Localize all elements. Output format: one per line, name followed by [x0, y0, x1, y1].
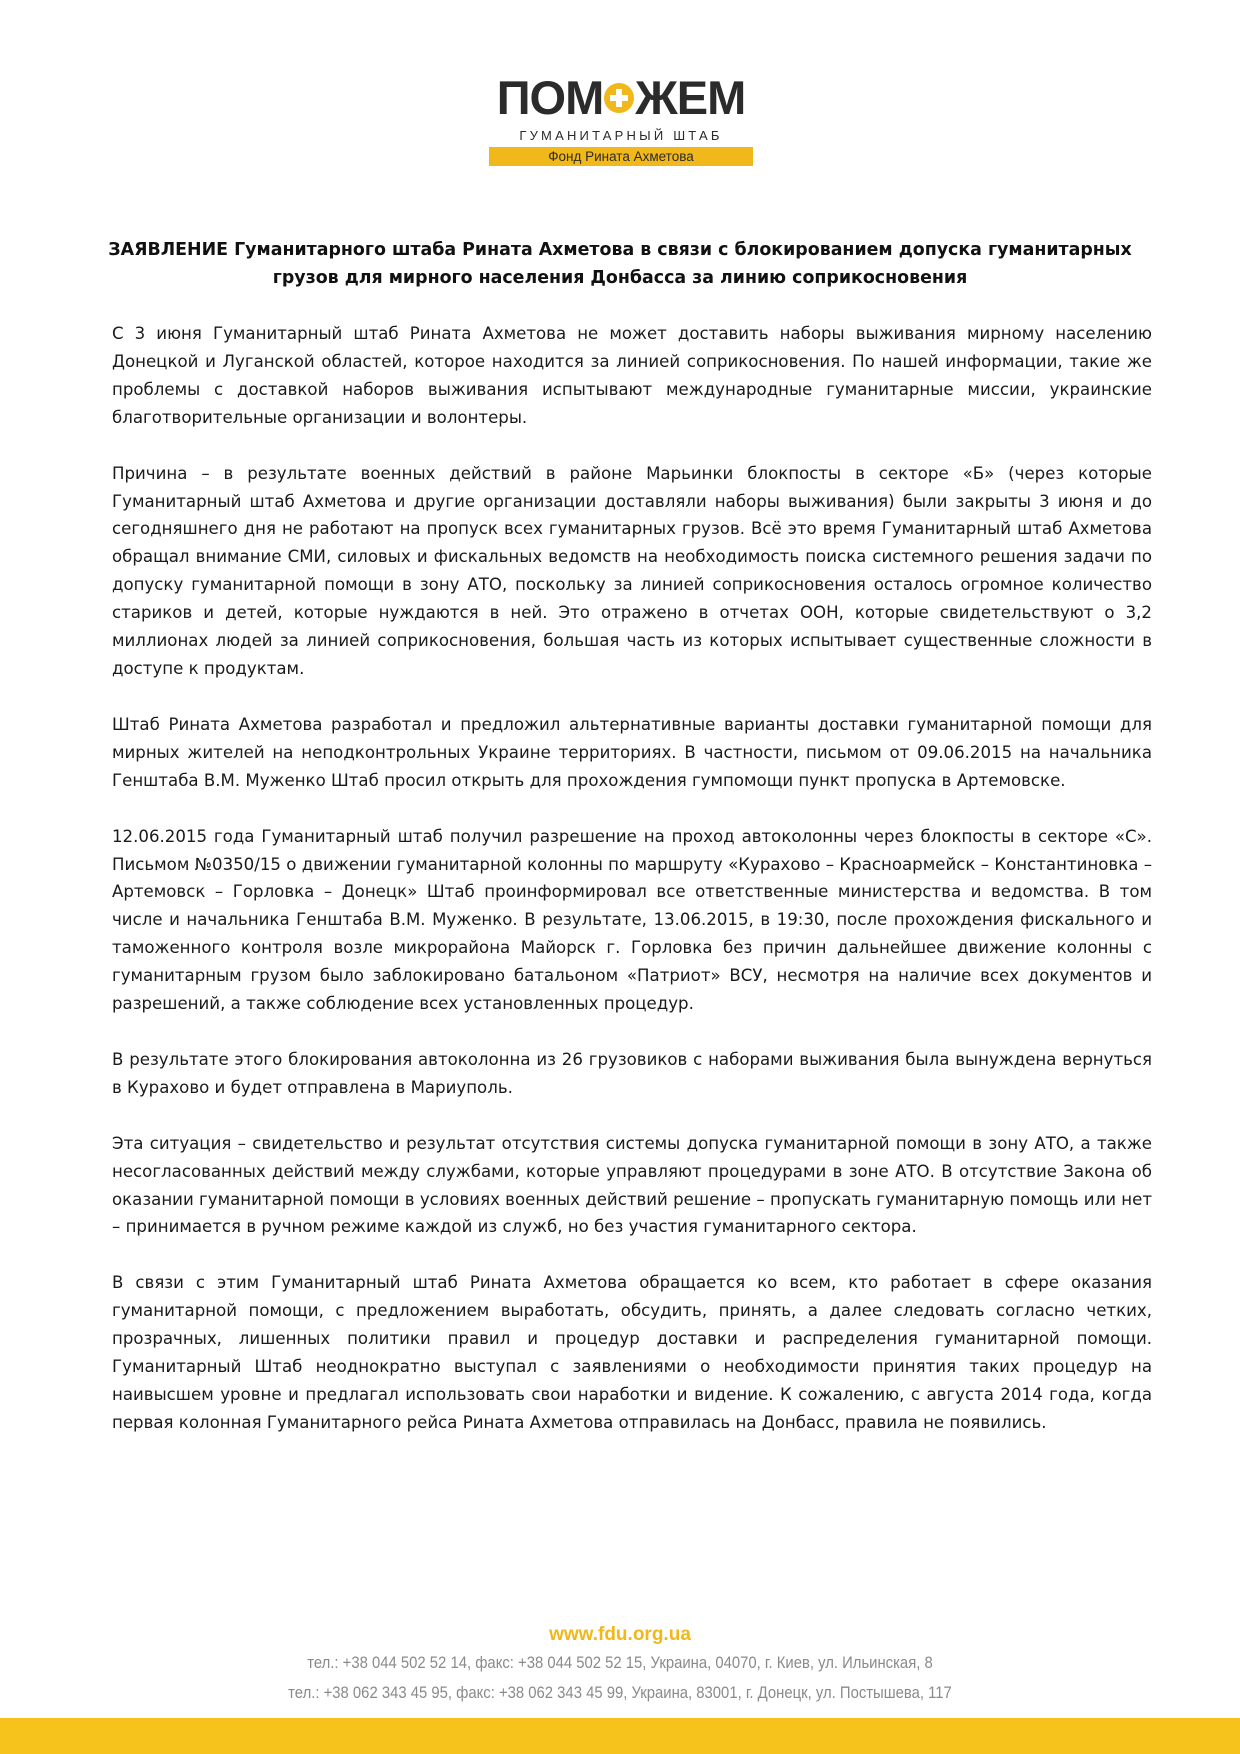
- title-line-2: грузов для мирного населения Донбасса за линию соприкосновения: [272, 268, 968, 288]
- fund-logo: [489, 71, 753, 166]
- logo-wordmark: [489, 71, 753, 124]
- statement-body: [112, 320, 1152, 1465]
- body-paragraph: Причина – в результате военных действий в районе Марьинки блокпосты в секторе «Б» (через которые Гуманитарный штаб Ахметова и другие организации доставляли наборы выживания) были закрыты 3 июня и до сегодняшнего дня не работают на пропуск всех гуманитарных грузов. Всё это время Гуманитарный штаб Ахметова обращал внимание СМИ, силовых и фискальных ведомств на необходимость поиска системного решения задачи по допуску гуманитарной помощи в зону АТО, поскольку за линией соприкосновения осталось огромное количество стариков и детей, которые нуждаются в ней. Это отражено в отчетах ООН, которые свидетельствуют о 3,2 миллионах людей за линией соприкосновения, большая часть из которых испытывает существенные сложности в доступе к продуктам.: [112, 463, 1152, 678]
- contact-donetsk: тел.: +38 062 343 45 95, факс: +38 062 343 45 99, Украина, 83001, г. Донецк, ул. Постышева, 117: [288, 1684, 952, 1702]
- footer-color-bar: [0, 1718, 1240, 1754]
- contact-kiev: тел.: +38 044 502 52 14, факс: +38 044 502 52 15, Украина, 04070, г. Киев, ул. Ильинская, 8: [307, 1654, 933, 1672]
- body-paragraph: С 3 июня Гуманитарный штаб Рината Ахметова не может доставить наборы выживания мирному населению Донецкой и Луганской областей, которое находится за линией соприкосновения. По нашей информации, такие же проблемы с доставкой наборов выживания испытывают международные гуманитарные миссии, украинские благотворительные организации и волонтеры.: [112, 324, 1152, 427]
- title-line-1: ЗАЯВЛЕНИЕ Гуманитарного штаба Рината Ахметова в связи с блокированием допуска гуманитарных: [108, 240, 1132, 260]
- logo-subtitle: ГУМАНИТАРНЫЙ ШТАБ: [519, 128, 723, 143]
- logo-word-right: ЖЕМ: [635, 71, 746, 124]
- body-paragraph: Штаб Рината Ахметова разработал и предложил альтернативные варианты доставки гуманитарной помощи для мирных жителей на неподконтрольных Украине территориях. В частности, письмом от 09.06.2015 на начальника Генштаба В.М. Муженко Штаб просил открыть для прохождения гумпомощи пункт пропуска в Артемовске.: [112, 714, 1152, 790]
- logo-fund-banner: Фонд Рината Ахметова: [489, 147, 753, 166]
- body-paragraph: В связи с этим Гуманитарный штаб Рината Ахметова обращается ко всем, кто работает в сфере оказания гуманитарной помощи, с предложением выработать, обсудить, принять, а далее следовать согласно четких, прозрачных, лишенных политики правил и процедур доставки и распределения гуманитарной помощи. Гуманитарный Штаб неоднократно выступал с заявлениями о необходимости принятия таких процедур на наивысшем уровне и предлагал использовать свои наработки и видение. К сожалению, с августа 2014 года, когда первая колонная Гуманитарного рейса Рината Ахметова отправилась на Донбасс, правила не появились.: [112, 1273, 1152, 1432]
- body-paragraph: Эта ситуация – свидетельство и результат отсутствия системы допуска гуманитарной помощи в зону АТО, а также несогласованных действий между службами, которые управляют процедурами в зоне АТО. В отсутствие Закона об оказании гуманитарной помощи в условиях военных действий решение – пропускать гуманитарную помощь или нет – принимается в ручном режиме каждой из служб, но без участия гуманитарного сектора.: [112, 1133, 1152, 1237]
- statement-title: [100, 236, 1140, 292]
- plus-cross-icon: [604, 83, 634, 113]
- page-footer: [0, 1622, 1240, 1708]
- body-paragraph: В результате этого блокирования автоколонна из 26 грузовиков с наборами выживания была вынуждена вернуться в Курахово и будет отправлена в Мариуполь.: [112, 1049, 1152, 1097]
- body-paragraph: 12.06.2015 года Гуманитарный штаб получил разрешение на проход автоколонны через блокпосты в секторе «С». Письмом №0350/15 о движении гуманитарной колонны по маршруту «Курахово – Красноармейск – Константиновка – Артемовск – Горловка – Донецк» Штаб проинформировал все ответственные министерства и ведомства. В том числе и начальника Генштаба В.М. Муженко. В результате, 13.06.2015, в 19:30, после прохождения фискального и таможенного контроля возле микрорайона Майорск г. Горловка без причин дальнейшее движение колонны с гуманитарным грузом было заблокировано батальоном «Патриот» ВСУ, несмотря на наличие всех документов и разрешений, а также соблюдение всех установленных процедур.: [112, 826, 1152, 1014]
- website-link[interactable]: www.fdu.org.ua: [549, 1624, 691, 1645]
- logo-word-left: ПОМ: [496, 71, 604, 124]
